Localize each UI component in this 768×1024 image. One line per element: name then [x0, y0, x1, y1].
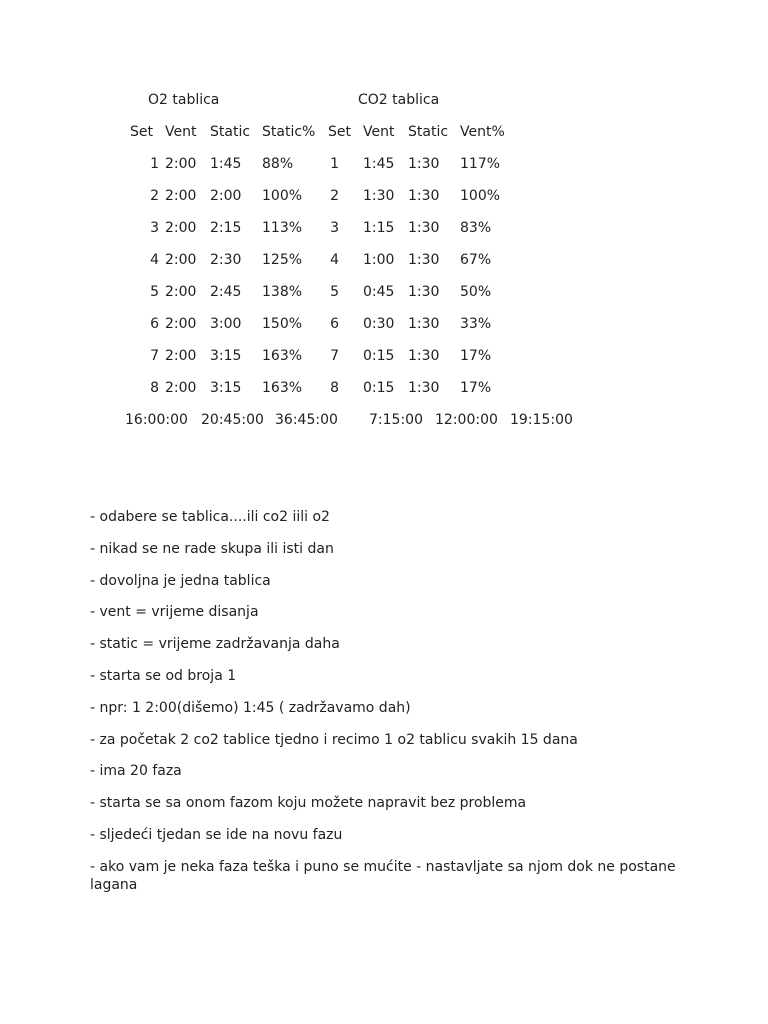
o2-cell-set: 1 [150, 156, 159, 172]
total-cell: 16:00:00 [125, 412, 188, 428]
instruction-item: - vent = vrijeme disanja [90, 604, 259, 621]
instruction-item: - ima 20 faza [90, 763, 182, 780]
co2-table-title: CO2 tablica [358, 92, 440, 108]
o2-header-vent: Vent [165, 124, 197, 140]
instruction-item: - starta se od broja 1 [90, 667, 237, 684]
co2-cell-static: 1:30 [408, 252, 440, 268]
o2-cell-vent: 2:00 [165, 156, 197, 172]
co2-cell-set: 2 [330, 188, 339, 204]
co2-cell-set: 6 [330, 316, 339, 332]
co2-header-vent: Vent [363, 124, 395, 140]
instruction-item: - starta se sa onom fazom koju možete napravit bez problema [90, 795, 527, 812]
co2-cell-set: 3 [330, 220, 339, 236]
co2-cell-set: 1 [330, 156, 339, 172]
co2-cell-static: 1:30 [408, 188, 440, 204]
instruction-item: - sljedeći tjedan se ide na novu fazu [90, 826, 343, 843]
co2-cell-pct: 33% [460, 316, 492, 332]
instruction-item: - nikad se ne rade skupa ili isti dan [90, 540, 334, 557]
co2-cell-pct: 83% [460, 220, 492, 236]
co2-cell-static: 1:30 [408, 380, 440, 396]
co2-cell-static: 1:30 [408, 284, 440, 300]
o2-cell-vent: 2:00 [165, 252, 197, 268]
o2-cell-static: 1:45 [210, 156, 242, 172]
o2-cell-set: 7 [150, 348, 159, 364]
o2-cell-set: 2 [150, 188, 159, 204]
co2-cell-vent: 0:30 [363, 316, 395, 332]
o2-header-set: Set [130, 124, 153, 140]
co2-cell-pct: 100% [460, 188, 501, 204]
co2-cell-vent: 0:15 [363, 348, 395, 364]
o2-cell-static: 3:00 [210, 316, 242, 332]
total-cell: 12:00:00 [435, 412, 498, 428]
total-cell: 36:45:00 [275, 412, 338, 428]
co2-cell-vent: 1:00 [363, 252, 395, 268]
o2-cell-set: 4 [150, 252, 159, 268]
co2-cell-set: 7 [330, 348, 339, 364]
o2-cell-pct: 113% [262, 220, 303, 236]
o2-cell-vent: 2:00 [165, 220, 197, 236]
o2-cell-pct: 163% [262, 380, 303, 396]
o2-cell-static: 3:15 [210, 380, 242, 396]
instruction-item: - static = vrijeme zadržavanja daha [90, 636, 340, 653]
o2-cell-set: 6 [150, 316, 159, 332]
co2-header-static: Static [408, 124, 449, 140]
o2-cell-pct: 88% [262, 156, 294, 172]
o2-cell-static: 2:15 [210, 220, 242, 236]
total-cell: 19:15:00 [510, 412, 573, 428]
o2-cell-static: 2:45 [210, 284, 242, 300]
instruction-item: - npr: 1 2:00(dišemo) 1:45 ( zadržavamo dah) [90, 699, 411, 716]
co2-cell-static: 1:30 [408, 348, 440, 364]
o2-cell-pct: 163% [262, 348, 303, 364]
co2-cell-set: 8 [330, 380, 339, 396]
co2-cell-pct: 117% [460, 156, 501, 172]
o2-cell-vent: 2:00 [165, 188, 197, 204]
o2-cell-set: 8 [150, 380, 159, 396]
co2-header-pct: Vent% [460, 124, 505, 140]
o2-cell-pct: 125% [262, 252, 303, 268]
co2-cell-static: 1:30 [408, 220, 440, 236]
co2-cell-vent: 1:45 [363, 156, 395, 172]
co2-cell-pct: 17% [460, 380, 492, 396]
instruction-item: - za početak 2 co2 tablice tjedno i recimo 1 o2 tablicu svakih 15 dana [90, 731, 578, 748]
o2-cell-pct: 138% [262, 284, 303, 300]
co2-cell-static: 1:30 [408, 316, 440, 332]
instructions-list [90, 508, 690, 908]
o2-cell-vent: 2:00 [165, 380, 197, 396]
o2-header-pct: Static% [262, 124, 316, 140]
co2-cell-static: 1:30 [408, 156, 440, 172]
o2-cell-vent: 2:00 [165, 284, 197, 300]
instruction-item: - odabere se tablica....ili co2 iili o2 [90, 509, 330, 525]
co2-cell-vent: 0:15 [363, 380, 395, 396]
co2-cell-vent: 0:45 [363, 284, 395, 300]
total-cell: 20:45:00 [201, 412, 264, 428]
instruction-item: - dovoljna je jedna tablica [90, 572, 271, 589]
o2-cell-static: 3:15 [210, 348, 242, 364]
instruction-item: - ako vam je neka faza teška i puno se mućite - nastavljate sa njom dok ne postane lagana [90, 858, 676, 893]
o2-cell-pct: 100% [262, 188, 303, 204]
co2-cell-vent: 1:15 [363, 220, 395, 236]
o2-header-static: Static [210, 124, 251, 140]
o2-cell-vent: 2:00 [165, 348, 197, 364]
o2-cell-static: 2:30 [210, 252, 242, 268]
o2-cell-pct: 150% [262, 316, 303, 332]
o2-cell-set: 5 [150, 284, 159, 300]
co2-cell-set: 4 [330, 252, 339, 268]
co2-cell-pct: 50% [460, 284, 492, 300]
co2-cell-vent: 1:30 [363, 188, 395, 204]
o2-cell-vent: 2:00 [165, 316, 197, 332]
total-cell: 7:15:00 [369, 412, 423, 428]
co2-cell-pct: 17% [460, 348, 492, 364]
o2-table-title: O2 tablica [148, 92, 220, 108]
o2-cell-static: 2:00 [210, 188, 242, 204]
o2-cell-set: 3 [150, 220, 159, 236]
co2-header-set: Set [328, 124, 351, 140]
co2-cell-pct: 67% [460, 252, 492, 268]
co2-cell-set: 5 [330, 284, 339, 300]
